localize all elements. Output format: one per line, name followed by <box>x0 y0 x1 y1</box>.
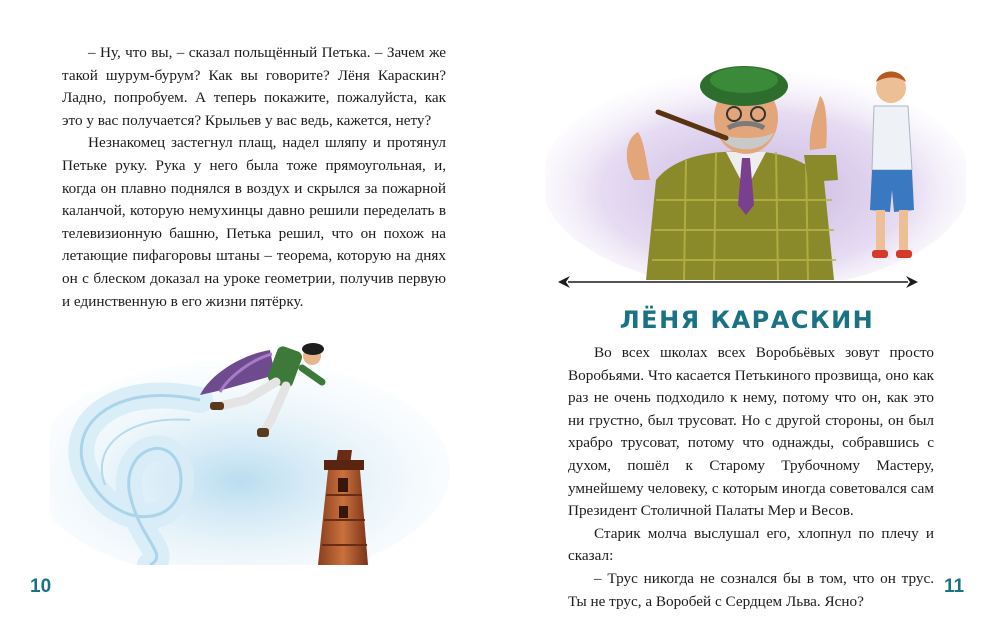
right-page <box>498 0 996 636</box>
chapter-title: ЛЁНЯ КАРАСКИН <box>619 306 875 334</box>
paragraph: Старик молча выслушал его, хлопнул по плечу и сказал: <box>568 524 934 565</box>
paragraph: Незнакомец застегнул плащ, надел шляпу и протянул Петьке руку. Рука у него была тоже прямоугольная, и, когда он плавно поднялся в воздух и скрылся за пожарной каланчой, которую немухинцы давно решили переделать в телевизионную башню, Петька решил, что он похож на летающие пифагоровы штаны – теорема, которую на днях он с блеском доказал на уроке геометрии, получив первую и единственную в его жизни пятёрку. <box>62 134 446 310</box>
pipe-master-and-boy-illustration <box>546 40 966 280</box>
paragraph: – Трус никогда не сознался бы в том, что он трус. Ты не трус, а Воробей с Сердцем Льва. Ясно? <box>568 569 934 610</box>
page-number: 11 <box>944 576 965 597</box>
paragraph: – Ну, что вы, – сказал польщённый Петька. – Зачем же такой шурум-бурум? Как вы говорите? Лёня Караскин? Ладно, попробуем. А теперь покажите, пожалуйста, как это у вас получается? Крыльев у вас ведь, кажется, нету? <box>62 44 446 129</box>
flying-man-illustration <box>50 320 450 565</box>
paragraph: Во всех школах всех Воробьёвых зовут просто Воробьями. Что касается Петькиного прозвища, оно как раз не очень подходило к нему, потому что он, как это ни грустно, был трусоват. Но с другой стороны, он был храбро трусоват, потому что однажды, собравшись с духом, пошёл к Старому Трубочному Мастеру, умнейшему человеку, с которым иногда советовался сам Президент Столичной Палаты Мер и Весов. <box>568 344 934 520</box>
page-number: 10 <box>30 576 52 597</box>
right-page-text <box>568 342 934 613</box>
ornamental-divider <box>556 272 920 292</box>
left-page-text <box>62 42 446 313</box>
